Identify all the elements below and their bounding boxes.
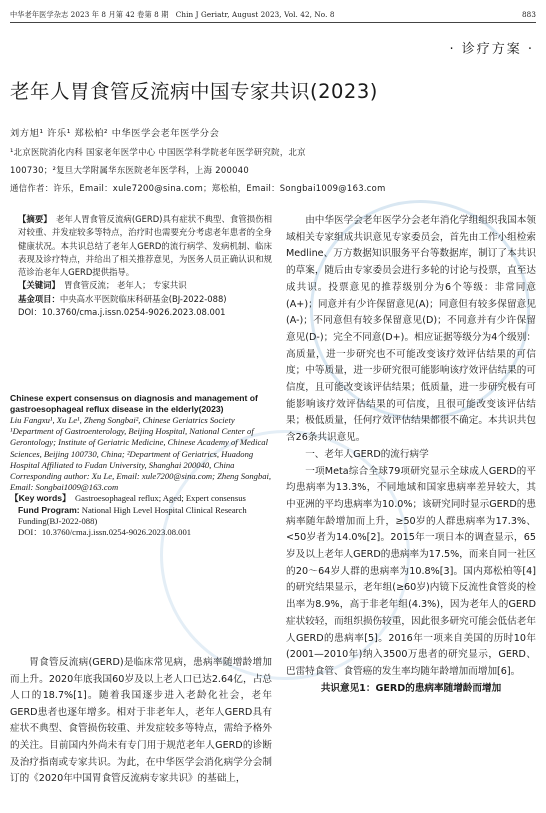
english-title: Chinese expert consensus on diagnosis and management of gastroesophageal reflux disease in the elderly(2023) — [10, 393, 258, 414]
body-paragraph: 胃食管反流病(GERD)是临床常见病，患病率随增龄增加而上升。2020年底我国60岁及以上老人口已达2.64亿，占总人口的18.7%[1]。随着我国逐步进入老龄化社会，老年GERD患者也逐年增多。相对于非老年人，老年人GERD具有症状不典型、食管损伤较重、并发症较多等特点，需给予格外的关注。目前国内外尚未有专门用于规范老年人GERD的诊断及治疗指南或专家共识。为此，在中华医学会消化病学分会制订的《2020年中国胃食管反流病专家共识》的基础上， — [10, 657, 272, 785]
affiliation-line: ¹北京医院消化内科 国家老年医学中心 中国医学科学院老年医学研究院，北京 — [10, 147, 306, 157]
right-column — [286, 213, 536, 697]
author-list: 刘方旭¹ 许乐¹ 郑松柏² 中华医学会老年医学分会 — [10, 128, 220, 139]
english-doi: DOI：10.3760/cma.j.issn.0254-9026.2023.08.001 — [18, 527, 192, 538]
page-number: 883 — [521, 10, 536, 19]
english-affiliation: ¹Department of Gastroenterology, Beijing Hospital, National Center of Gerontology; Institute of Geriatric Medicine, Chinese Academy of Medical Sciences, Beijing 100730, China; ²Department of Geriatrics, Huadong Hospital Affiliated to Fudan University, Shanghai 200040, China — [10, 426, 268, 470]
body-paragraph: 由中华医学会老年医学分会老年消化学组组织我国本领域相关专家组成共识意见专家委员会，首先由工作小组检索Medline、万方数据知识服务平台等数据库，制订了本共识的草案，随后由专家委员会进行多轮的讨论与投票，直至达成共识。投票意见的推荐级别分为6个等级：非常同意(A+)；同意并有少许保留意见(A)；同意但有较多保留意见(A-)；不同意但有较多保留意见(D)；不同意并有少许保留意见(D-)；完全不同意(D+)。相应证据等级分为4个级别：高质量，进一步研究也不可能改变该疗效评估结果的可信度；中等质量，进一步研究很可能影响该疗效评估结果的可信度，且可能改变该评估结果；低质量，进一步研究极有可能影响该疗效评估结果的可信度，且很可能改变该评估结果；极低质量，任何疗效评估结果都很不确定。本共识共包含26条共识意见。 — [286, 215, 536, 444]
affiliation-line: 100730；²复旦大学附属华东医院老年医学科，上海 200040 — [10, 165, 249, 175]
correspondence-line: 通信作者：许乐，Email：xule7200@sina.com；郑松柏，Email：Songbai1009@163.com — [10, 183, 386, 193]
body-paragraph: 一项Meta综合全球79项研究显示全球成人GERD的平均患病率为13.3%，不同地域和国家患病率差异较大，其中亚洲的平均患病率为10.0%；该研究同时显示GERD的患病率随年龄增加而上升，≥50岁的人群患病率为17.3%、<50岁者为14.0%[2]。2015年一项日本的调查显示，65岁及以上老年人GERD的患病率为17.5%，而来自同一社区的20～64岁人群的患病率为10.8%[3]。国内郑松柏等[4]的研究结果显示，老年组(≥60岁)内镜下反流性食管炎的检出率为8.9%，高于非老年组(4.3%)，因为老年人的GERD症状较轻，而组织损伤较重，因此很多研究可能会低估老年人GERD的患病率[5]。2016年一项来自美国的历时10年(2001—2010年)纳入3500万患者的研究显示，GERD、巴雷特食管、食管癌的发生率均随年龄增加而增加[6]。 — [286, 465, 536, 677]
doi-text: DOI：10.3760/cma.j.issn.0254-9026.2023.08.001 — [18, 307, 226, 318]
english-keywords: Gastroesophageal reflux; Aged; Expert consensus — [74, 493, 246, 504]
article-title: 老年人胃食管反流病中国专家共识(2023) — [10, 80, 378, 103]
english-fund-label: Fund Program: — [18, 504, 80, 515]
english-correspondence: Corresponding author: Xu Le, Email: xule7200@sina.com; Zheng Songbai, Email: Songbai1009@163.com — [10, 471, 272, 493]
keywords-text: 胃食管反流； 老年人； 专家共识 — [64, 280, 187, 291]
section-heading: 一、老年人GERD的流行病学 — [305, 448, 429, 460]
english-authors: Liu Fangxu¹, Xu Le¹, Zheng Songbai², Chinese Geriatrics Society — [10, 415, 235, 425]
english-keywords-label: 【Key words】 — [10, 493, 67, 504]
fund-text: 中央高水平医院临床科研基金(BJ-2022-088) — [59, 293, 227, 304]
abstract-chinese — [10, 213, 272, 319]
consensus-statement: 共识意见1：GERD的患病率随增龄而增加 — [320, 682, 502, 694]
fund-label: 基金项目： — [18, 293, 60, 304]
keywords-label: 【关键词】 — [18, 280, 56, 291]
abstract-text: 老年人胃食管反流病(GERD)具有症状不典型、食管损伤相对较重、并发症较多等特点，治疗时也需要充分考虑老年患者的全身健康状况。本共识总结了老年人GERD的流行病学、发病机制、临床表现及诊疗特点，并给出了相关推荐意见，为医务人员正确认识和规范诊治老年人GERD提供指导。 — [18, 214, 272, 278]
english-fund: National High Level Hospital Clinical Research Funding(BJ-2022-088) — [18, 504, 247, 526]
running-head — [10, 9, 536, 23]
section-tag: · 诊疗方案 · — [449, 42, 534, 57]
abstract-label: 【摘要】 — [18, 214, 48, 224]
abstract-english — [10, 393, 272, 538]
journal-citation: 中华老年医学杂志 2023 年 8 月第 42 卷第 8 期 Chin J Geriatr, August 2023, Vol. 42, No. 8 — [10, 10, 335, 19]
